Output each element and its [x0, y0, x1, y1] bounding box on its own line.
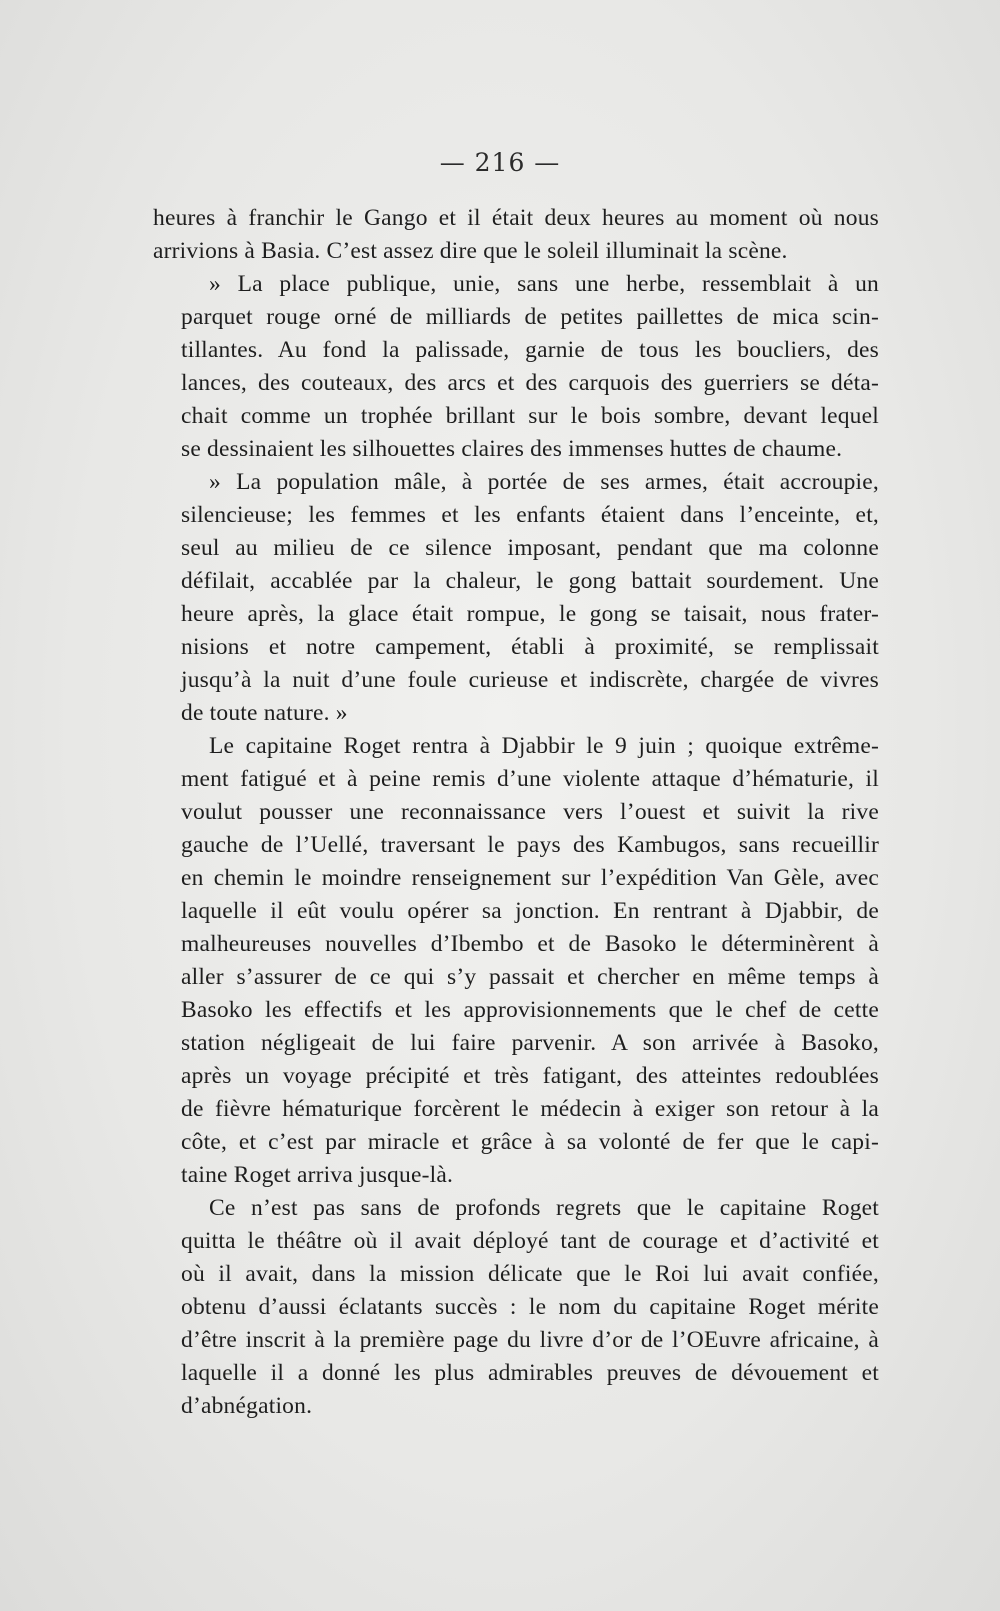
text-line: voulut pousser une reconnaissance vers l’ouest et suivit la rive — [181, 799, 879, 825]
text-line: Ce n’est pas sans de profonds regrets que le capitaine Roget — [209, 1195, 879, 1221]
text-line: après un voyage précipité et très fatigant, des atteintes redoublées — [181, 1063, 879, 1089]
text-line: heure après, la glace était rompue, le gong se taisait, nous frater- — [181, 601, 879, 627]
paragraph — [153, 466, 879, 730]
text-line: laquelle il eût voulu opérer sa jonction. En rentrant à Djabbir, de — [181, 898, 879, 924]
text-line: » La population mâle, à portée de ses armes, était accroupie, — [209, 469, 879, 495]
text-line: laquelle il a donné les plus admirables preuves de dévouement et — [181, 1360, 879, 1386]
paragraph — [153, 268, 879, 466]
text-line: malheureuses nouvelles d’Ibembo et de Basoko le déterminèrent à — [181, 931, 879, 957]
text-line: Le capitaine Roget rentra à Djabbir le 9 juin ; quoique extrême- — [209, 733, 879, 759]
text-line: Basoko les effectifs et les approvisionnements que le chef de cette — [181, 997, 879, 1023]
paragraph — [153, 1192, 879, 1423]
text-line: taine Roget arriva jusque-là. — [181, 1162, 454, 1188]
text-line: défilait, accablée par la chaleur, le gong battait sourdement. Une — [181, 568, 879, 594]
text-line: nisions et notre campement, établi à proximité, se remplissait — [181, 634, 879, 660]
text-line: jusqu’à la nuit d’une foule curieuse et indiscrète, chargée de vivres — [181, 667, 879, 693]
text-line: côte, et c’est par miracle et grâce à sa volonté de fer que le capi- — [181, 1129, 879, 1155]
text-line: se dessinaient les silhouettes claires des immenses huttes de chaume. — [181, 436, 843, 462]
paragraph — [153, 730, 879, 1192]
text-line: de fièvre hématurique forcèrent le médecin à exiger son retour à la — [181, 1096, 879, 1122]
text-line: station négligeait de lui faire parvenir. A son arrivée à Basoko, — [181, 1030, 879, 1056]
text-line: aller s’assurer de ce qui s’y passait et chercher en même temps à — [181, 964, 879, 990]
text-line: heures à franchir le Gango et il était deux heures au moment où nous — [153, 205, 879, 231]
text-line: gauche de l’Uellé, traversant le pays des Kambugos, sans recueillir — [181, 832, 879, 858]
text-line: d’abnégation. — [181, 1393, 313, 1419]
text-line: lances, des couteaux, des arcs et des carquois des guerriers se déta- — [181, 370, 879, 396]
text-line: quitta le théâtre où il avait déployé tant de courage et d’activité et — [181, 1228, 879, 1254]
text-line: » La place publique, unie, sans une herbe, ressemblait à un — [209, 271, 879, 297]
text-line: parquet rouge orné de milliards de petites paillettes de mica scin- — [181, 304, 879, 330]
text-line: de toute nature. » — [181, 700, 348, 726]
text-line: tillantes. Au fond la palissade, garnie de tous les boucliers, des — [181, 337, 879, 363]
text-line: ment fatigué et à peine remis d’une violente attaque d’hématurie, il — [181, 766, 879, 792]
text-line: arrivions à Basia. C’est assez dire que le soleil illuminait la scène. — [153, 238, 788, 264]
text-line: chait comme un trophée brillant sur le bois sombre, devant lequel — [181, 403, 879, 429]
text-line: silencieuse; les femmes et les enfants étaient dans l’enceinte, et, — [181, 502, 879, 528]
text-line: d’être inscrit à la première page du livre d’or de l’OEuvre africaine, à — [181, 1327, 879, 1353]
text-line: où il avait, dans la mission délicate que le Roi lui avait confiée, — [181, 1261, 879, 1287]
text-line: obtenu d’aussi éclatants succès : le nom du capitaine Roget mérite — [181, 1294, 879, 1320]
text-line: seul au milieu de ce silence imposant, pendant que ma colonne — [181, 535, 879, 561]
body-text — [153, 202, 879, 1423]
page-number: — 216 — — [439, 148, 561, 177]
text-line: en chemin le moindre renseignement sur l’expédition Van Gèle, avec — [181, 865, 879, 891]
paragraph — [153, 202, 879, 268]
